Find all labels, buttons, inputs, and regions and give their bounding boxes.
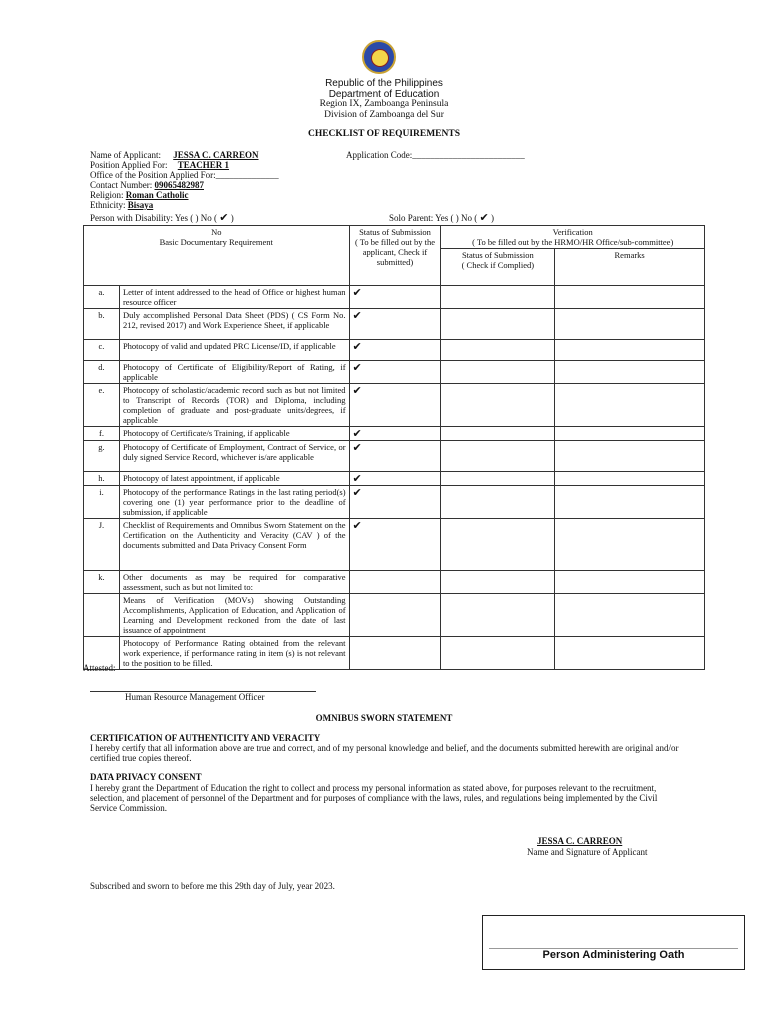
header-republic: Republic of the Philippines [325, 78, 443, 89]
position-label: Position Applied For: [90, 160, 168, 170]
row-number: a. [84, 286, 120, 309]
pwd-row [90, 212, 234, 223]
row-number [84, 594, 120, 637]
header-region: Region IX, Zamboanga Peninsula [319, 99, 449, 109]
religion-row [90, 190, 189, 200]
requirements-table [83, 225, 705, 670]
row-status-cell[interactable] [349, 594, 441, 637]
table-row [84, 472, 705, 486]
row-status-cell[interactable] [349, 361, 441, 384]
header-requirement-cell [84, 226, 350, 286]
header-verif-status-note: ( Check if Complied) [461, 260, 535, 270]
row-verification-cell[interactable] [441, 384, 555, 427]
row-requirement: Photocopy of Certificate of Employment, Contract of Service, or duly signed Service Record, whichever is/are applicable [119, 441, 349, 472]
religion-value: Roman Catholic [125, 190, 189, 200]
row-status-cell[interactable] [349, 519, 441, 571]
ethnicity-label: Ethnicity: [90, 200, 126, 210]
row-number: e. [84, 384, 120, 427]
row-status-cell[interactable] [349, 472, 441, 486]
header-status-cell [349, 226, 441, 286]
application-code: Application Code:_________________________ [346, 150, 525, 160]
row-verification-cell[interactable] [441, 594, 555, 637]
row-verification-cell[interactable] [441, 637, 555, 670]
sworn-statement: Subscribed and sworn to before me this 29th day of July, year 2023. [90, 881, 335, 891]
contact-label: Contact Number: [90, 180, 153, 190]
header-division: Division of Zamboanga del Sur [324, 110, 444, 120]
table-row [84, 384, 705, 427]
applicant-name-row [90, 150, 259, 160]
row-remarks-cell[interactable] [555, 361, 705, 384]
cav-text: I hereby certify that all information above are true and correct, and of my personal knowledge and belief, and the documents submitted herewith are original and/or certified true copies thereof. [90, 743, 679, 763]
header-status: Status of Submission [359, 227, 431, 237]
row-remarks-cell[interactable] [555, 637, 705, 670]
row-verification-cell[interactable] [441, 340, 555, 361]
row-requirement: Means of Verification (MOVs) showing Outstanding Accomplishments, Application of Education, and Application of Learning and Development reckoned from the date of last issuance of appointment [119, 594, 349, 637]
check-icon: ✔ [352, 441, 362, 454]
position-value: TEACHER 1 [177, 160, 230, 170]
header-status-note: ( To be filled out by the applicant, Check if submitted) [354, 237, 435, 267]
row-requirement: Photocopy of scholastic/academic record such as but not limited to Transcript of Records (TOR) and Diploma, including completion of graduate and post-graduate units/degrees, if applicable [119, 384, 349, 427]
row-remarks-cell[interactable] [555, 441, 705, 472]
check-icon: ✔ [352, 309, 362, 322]
privacy-title: DATA PRIVACY CONSENT [90, 772, 202, 782]
contact-value: 09065482987 [154, 180, 204, 190]
row-status-cell[interactable] [349, 441, 441, 472]
religion-label: Religion: [90, 190, 124, 200]
solo-parent-check-icon: ✔ [479, 211, 489, 224]
row-requirement: Duly accomplished Personal Data Sheet (PDS) ( CS Form No. 212, revised 2017) and Work Experience Sheet, if applicable [119, 309, 349, 340]
row-verification-cell[interactable] [441, 361, 555, 384]
row-requirement: Checklist of Requirements and Omnibus Sworn Statement on the Certification on the Authenticity and Veracity (CAV ) of the documents submitted and Data Privacy Consent Form [119, 519, 349, 571]
row-status-cell[interactable] [349, 486, 441, 519]
header-basic-requirement: Basic Documentary Requirement [159, 237, 273, 247]
deped-seal-logo [362, 40, 396, 74]
privacy-text: I hereby grant the Department of Education the right to collect and process my personal information as stated above, for purposes relevant to the recruitment, selection, and placement of personnel of the Department and for purposes of compliance with the laws, rules, and regulations being implemented by the Civil Service Commission. [90, 783, 658, 813]
row-verification-cell[interactable] [441, 571, 555, 594]
row-remarks-cell[interactable] [555, 594, 705, 637]
row-verification-cell[interactable] [441, 286, 555, 309]
row-number: b. [84, 309, 120, 340]
row-remarks-cell[interactable] [555, 286, 705, 309]
row-status-cell[interactable] [349, 309, 441, 340]
contact-row [90, 180, 204, 190]
header-verif-status: Status of Submission [461, 250, 534, 260]
solo-parent-close: ) [490, 213, 494, 223]
office-row: Office of the Position Applied For:______________ [90, 170, 279, 180]
row-remarks-cell[interactable] [555, 519, 705, 571]
row-status-cell[interactable] [349, 286, 441, 309]
solo-parent-row [389, 212, 494, 223]
table-row [84, 571, 705, 594]
table-row [84, 441, 705, 472]
table-header-row [84, 226, 705, 249]
applicant-signature-caption: Name and Signature of Applicant [527, 847, 648, 857]
table-row [84, 286, 705, 309]
header-verification-note: ( To be filled out by the HRMO/HR Office/sub-committee) [472, 237, 674, 247]
omnibus-title: OMNIBUS SWORN STATEMENT [315, 713, 453, 723]
solo-parent-text: Solo Parent: Yes ( ) No ( [389, 213, 478, 223]
row-number: d. [84, 361, 120, 384]
row-verification-cell[interactable] [441, 441, 555, 472]
table-row [84, 340, 705, 361]
row-status-cell[interactable] [349, 340, 441, 361]
row-number: f. [84, 427, 120, 441]
row-verification-cell[interactable] [441, 486, 555, 519]
row-number: g. [84, 441, 120, 472]
header-verif-status-cell [441, 249, 555, 286]
check-icon: ✔ [352, 486, 362, 499]
applicant-name-value: JESSA C. CARREON [173, 150, 259, 160]
position-row [90, 160, 229, 170]
row-status-cell[interactable] [349, 427, 441, 441]
check-icon: ✔ [352, 361, 362, 374]
ethnicity-row [90, 200, 153, 210]
row-remarks-cell[interactable] [555, 472, 705, 486]
requirements-body [84, 286, 705, 670]
row-remarks-cell[interactable] [555, 384, 705, 427]
row-remarks-cell[interactable] [555, 427, 705, 441]
pwd-close: ) [230, 213, 234, 223]
header-verification: Verification [552, 227, 593, 237]
row-verification-cell[interactable] [441, 309, 555, 340]
row-remarks-cell[interactable] [555, 571, 705, 594]
row-requirement: Letter of intent addressed to the head of Office or highest human resource officer [119, 286, 349, 309]
check-icon: ✔ [352, 519, 362, 532]
row-remarks-cell[interactable] [555, 309, 705, 340]
table-row [84, 519, 705, 571]
row-status-cell[interactable] [349, 637, 441, 670]
header-remarks: Remarks [555, 249, 705, 286]
table-row [84, 427, 705, 441]
row-number: k. [84, 571, 120, 594]
table-row [84, 486, 705, 519]
attested-label: Attested: [83, 663, 116, 673]
applicant-signature-name: JESSA C. CARREON [537, 836, 623, 846]
page-title: CHECKLIST OF REQUIREMENTS [307, 129, 461, 139]
table-row [84, 361, 705, 384]
table-row [84, 594, 705, 637]
row-verification-cell[interactable] [441, 519, 555, 571]
row-verification-cell[interactable] [441, 427, 555, 441]
row-requirement: Photocopy of latest appointment, if applicable [119, 472, 349, 486]
header-verification-cell [441, 226, 705, 249]
row-number: J. [84, 519, 120, 571]
check-icon: ✔ [352, 427, 362, 440]
table-row [84, 637, 705, 670]
pwd-text: Person with Disability: Yes ( ) No ( [90, 213, 218, 223]
ethnicity-value: Bisaya [127, 200, 154, 210]
header-no: No [211, 227, 222, 237]
row-requirement: Other documents as may be required for comparative assessment, such as but not limited to: [119, 571, 349, 594]
oath-box [482, 915, 745, 970]
oath-label: Person Administering Oath [542, 949, 685, 961]
row-verification-cell[interactable] [441, 472, 555, 486]
pwd-check-icon: ✔ [219, 211, 229, 224]
table-row [84, 309, 705, 340]
row-requirement: Photocopy of the performance Ratings in the last rating period(s) covering one (1) year performance prior to the deadline of submission, if applicable [119, 486, 349, 519]
row-number: h. [84, 472, 120, 486]
check-icon: ✔ [352, 472, 362, 485]
row-requirement: Photocopy of valid and updated PRC License/ID, if applicable [119, 340, 349, 361]
check-icon: ✔ [352, 384, 362, 397]
row-requirement: Photocopy of Performance Rating obtained from the relevant work experience, if performance rating in item (s) is not relevant to the position to be filled. [119, 637, 349, 670]
hrmo-label: Human Resource Management Officer [125, 692, 265, 702]
row-requirement: Photocopy of Certificate/s Training, if applicable [119, 427, 349, 441]
check-icon: ✔ [352, 286, 362, 299]
row-remarks-cell[interactable] [555, 340, 705, 361]
row-status-cell[interactable] [349, 571, 441, 594]
cav-title: CERTIFICATION OF AUTHENTICITY AND VERACITY [90, 733, 321, 743]
row-number: i. [84, 486, 120, 519]
row-remarks-cell[interactable] [555, 486, 705, 519]
row-requirement: Photocopy of Certificate of Eligibility/Report of Rating, if applicable [119, 361, 349, 384]
applicant-name-label: Name of Applicant: [90, 150, 161, 160]
check-icon: ✔ [352, 340, 362, 353]
row-number: c. [84, 340, 120, 361]
row-status-cell[interactable] [349, 384, 441, 427]
header-department: Department of Education [328, 89, 440, 100]
